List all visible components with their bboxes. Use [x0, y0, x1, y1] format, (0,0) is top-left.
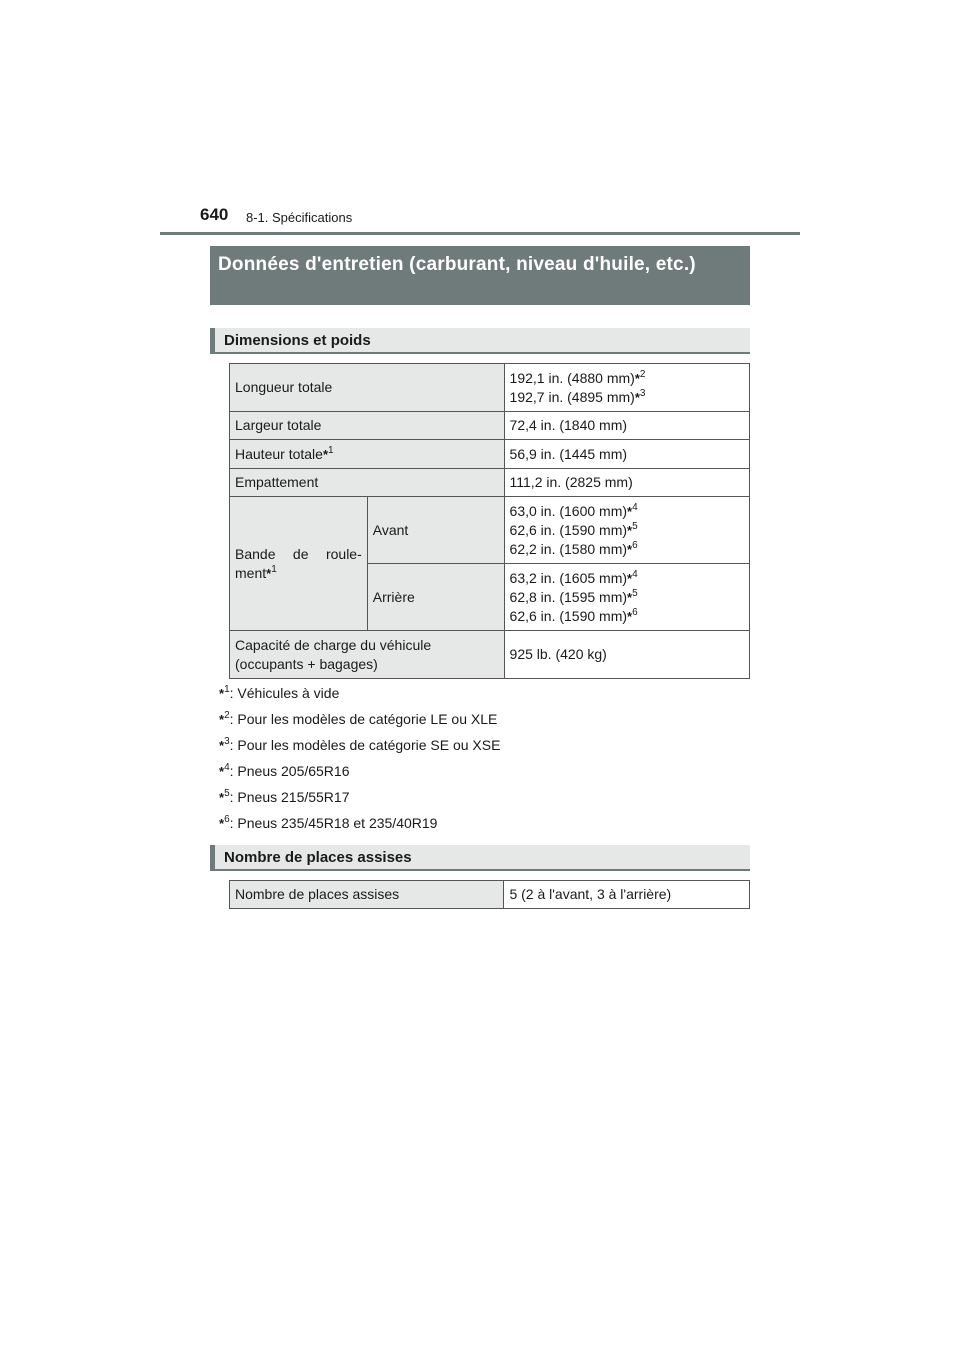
width-label: Largeur totale — [230, 412, 505, 440]
page-number: 640 — [200, 205, 229, 224]
dimensions-heading — [210, 328, 750, 354]
footnote: *$^1$: Véhicules à vide — [219, 684, 340, 701]
footnote: *$^2$: Pour les modèles de catégorie LE ou XLE — [219, 710, 498, 727]
height-value: 56,9 in. (1445 mm) — [504, 440, 749, 469]
dimensions-table — [229, 363, 750, 679]
wheelbase-label: Empattement — [230, 469, 505, 497]
footnote: *$^6$: Pneus 235/45R18 et 235/40R19 — [219, 814, 438, 831]
footnotes — [219, 683, 500, 839]
table-row — [230, 440, 750, 469]
section-reference: 8-1. Spécifications — [246, 210, 353, 225]
rear-values: 63,2 in. (1605 mm)*$^4$ 62,8 in. (1595 mm)*$^5$ 62,6 in. (1590 mm)*$^6$ — [504, 564, 749, 631]
table-row — [230, 631, 750, 679]
wheelbase-value: 111,2 in. (2825 mm) — [504, 469, 749, 497]
footnote: *$^3$: Pour les modèles de catégorie SE ou XSE — [219, 736, 501, 753]
table-row — [230, 497, 750, 564]
rear-label: Arrière — [367, 564, 504, 631]
height-label: Hauteur totale*$^1$ — [230, 440, 505, 469]
capacity-value: 925 lb. (420 kg) — [504, 631, 749, 679]
seating-label: Nombre de places assises — [230, 881, 504, 909]
header-rule — [160, 232, 800, 235]
length-value: 192,1 in. (4880 mm)*$^2$ 192,7 in. (4895 mm)*$^3$ — [504, 364, 749, 412]
seating-heading-text: Nombre de places assises — [224, 849, 412, 866]
section-title: Données d'entretien (carburant, niveau d'huile, etc.) — [210, 246, 750, 305]
table-row — [230, 364, 750, 412]
seating-value: 5 (2 à l'avant, 3 à l'arrière) — [504, 881, 750, 909]
footnote: *$^4$: Pneus 205/65R16 — [219, 762, 350, 779]
table-row — [230, 412, 750, 440]
front-values: 63,0 in. (1600 mm)*$^4$ 62,6 in. (1590 mm)*$^5$ 62,2 in. (1580 mm)*$^6$ — [504, 497, 749, 564]
dimensions-heading-text: Dimensions et poids — [224, 332, 371, 349]
tread-label: Bande de roule- ment*$^1$ — [230, 497, 368, 631]
width-value: 72,4 in. (1840 mm) — [504, 412, 749, 440]
length-label: Longueur totale — [230, 364, 505, 412]
table-row — [230, 881, 750, 909]
capacity-label: Capacité de charge du véhicule (occupants + bagages) — [230, 631, 505, 679]
footnote: *$^5$: Pneus 215/55R17 — [219, 788, 350, 805]
table-row — [230, 469, 750, 497]
front-label: Avant — [367, 497, 504, 564]
seating-heading — [210, 845, 750, 871]
seating-table — [229, 880, 750, 909]
